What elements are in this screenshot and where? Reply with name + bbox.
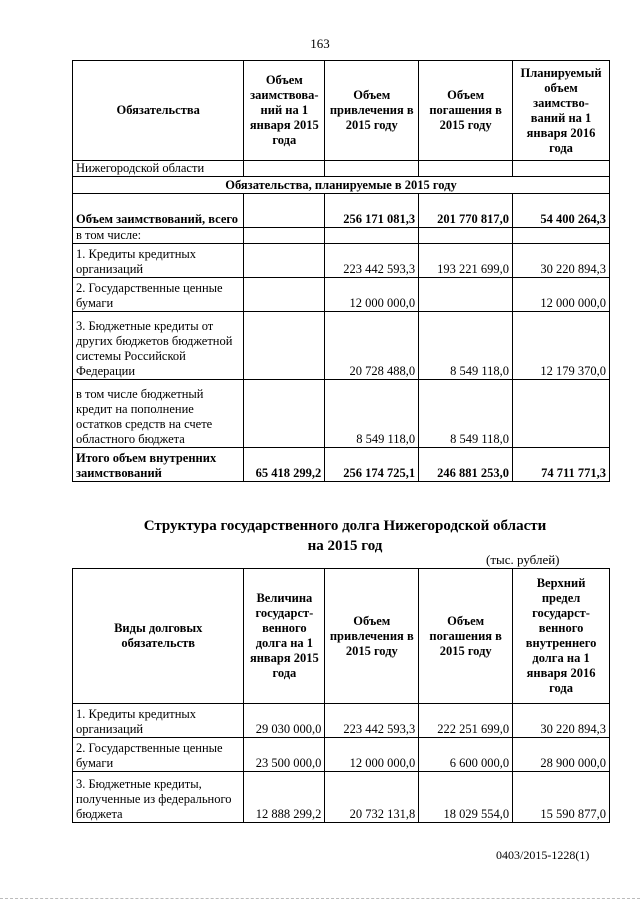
table-cell: Нижегородской области	[73, 161, 244, 177]
row-label: Итого объем внутренних заимствований	[73, 448, 244, 482]
value-cell: 6 600 000,0	[419, 738, 513, 772]
value-cell: 65 418 299,2	[244, 448, 325, 482]
value-cell	[419, 278, 513, 312]
value-cell: 54 400 264,3	[513, 194, 610, 228]
header-repayment: Объем погашения в 2015 году	[419, 569, 513, 704]
header-upper-limit: Верхний предел государст-венного внутреннего долга на 1 января 2016 года	[513, 569, 610, 704]
value-cell: 193 221 699,0	[419, 244, 513, 278]
value-cell: 223 442 593,3	[325, 244, 419, 278]
table-row	[73, 194, 610, 228]
value-cell: 201 770 817,0	[419, 194, 513, 228]
value-cell	[419, 228, 513, 244]
value-cell: 12 179 370,0	[513, 312, 610, 380]
row-label: 1. Кредиты кредитных организаций	[73, 244, 244, 278]
table-row	[73, 278, 610, 312]
value-cell: 8 549 118,0	[419, 380, 513, 448]
header-repayment: Объем погашения в 2015 году	[419, 61, 513, 161]
value-cell	[244, 228, 325, 244]
value-cell	[244, 380, 325, 448]
row-label: 2. Государственные ценные бумаги	[73, 738, 244, 772]
value-cell: 29 030 000,0	[244, 704, 325, 738]
value-cell	[244, 278, 325, 312]
header-debt-start: Величина государст-венного долга на 1 января 2015 года	[244, 569, 325, 704]
value-cell: 12 888 299,2	[244, 772, 325, 823]
document-code: 0403/2015-1228(1)	[496, 848, 590, 862]
value-cell: 12 000 000,0	[325, 738, 419, 772]
table-cell	[419, 161, 513, 177]
table-cell	[325, 161, 419, 177]
value-cell: 223 442 593,3	[325, 704, 419, 738]
table-row	[73, 380, 610, 448]
value-cell: 8 549 118,0	[419, 312, 513, 380]
value-cell	[244, 244, 325, 278]
table-row	[73, 448, 610, 482]
value-cell: 15 590 877,0	[513, 772, 610, 823]
header-attraction: Объем привлечения в 2015 году	[325, 569, 419, 704]
row-label: в том числе:	[73, 228, 244, 244]
value-cell: 74 711 771,3	[513, 448, 610, 482]
table-row	[73, 244, 610, 278]
value-cell: 256 171 081,3	[325, 194, 419, 228]
header-borrowings-start: Объем заимствова-ний на 1 января 2015 года	[244, 61, 325, 161]
table-cell	[244, 161, 325, 177]
value-cell: 20 732 131,8	[325, 772, 419, 823]
value-cell: 12 000 000,0	[513, 278, 610, 312]
row-label: Объем заимствований, всего	[73, 194, 244, 228]
header-attraction: Объем привлечения в 2015 году	[325, 61, 419, 161]
value-cell	[244, 194, 325, 228]
obligations-table	[72, 60, 610, 482]
title-line-1: Структура государственного долга Нижегородской области	[143, 518, 547, 534]
value-cell: 222 251 699,0	[419, 704, 513, 738]
value-cell: 246 881 253,0	[419, 448, 513, 482]
table-row	[73, 312, 610, 380]
value-cell	[325, 228, 419, 244]
debt-structure-table	[72, 568, 610, 823]
value-cell: 12 000 000,0	[325, 278, 419, 312]
row-label: 1. Кредиты кредитных организаций	[73, 704, 244, 738]
row-label: 2. Государственные ценные бумаги	[73, 278, 244, 312]
value-cell	[513, 228, 610, 244]
section-label: Обязательства, планируемые в 2015 году	[73, 177, 610, 194]
value-cell	[244, 312, 325, 380]
value-cell: 23 500 000,0	[244, 738, 325, 772]
value-cell: 30 220 894,3	[513, 244, 610, 278]
value-cell: 20 728 488,0	[325, 312, 419, 380]
value-cell	[513, 380, 610, 448]
table-row	[73, 704, 610, 738]
header-planned: Планируемый объем заимство-ваний на 1 января 2016 года	[513, 61, 610, 161]
table-row	[73, 772, 610, 823]
units-label: (тыс. рублей)	[486, 552, 560, 567]
value-cell: 8 549 118,0	[325, 380, 419, 448]
page-number: 163	[310, 36, 330, 51]
value-cell: 256 174 725,1	[325, 448, 419, 482]
table-row	[73, 738, 610, 772]
header-debt-types: Виды долговых обязательств	[73, 569, 244, 704]
row-label: 3. Бюджетные кредиты, полученные из федерального бюджета	[73, 772, 244, 823]
value-cell: 30 220 894,3	[513, 704, 610, 738]
title-line-2: на 2015 год	[307, 538, 383, 554]
value-cell: 18 029 554,0	[419, 772, 513, 823]
table-cell	[513, 161, 610, 177]
header-obligations: Обязательства	[73, 61, 244, 161]
divider	[0, 898, 640, 900]
row-label: в том числе бюджетный кредит на пополнение остатков средств на счете областного бюджета	[73, 380, 244, 448]
table-row	[73, 228, 610, 244]
value-cell: 28 900 000,0	[513, 738, 610, 772]
row-label: 3. Бюджетные кредиты от других бюджетов бюджетной системы Российской Федерации	[73, 312, 244, 380]
